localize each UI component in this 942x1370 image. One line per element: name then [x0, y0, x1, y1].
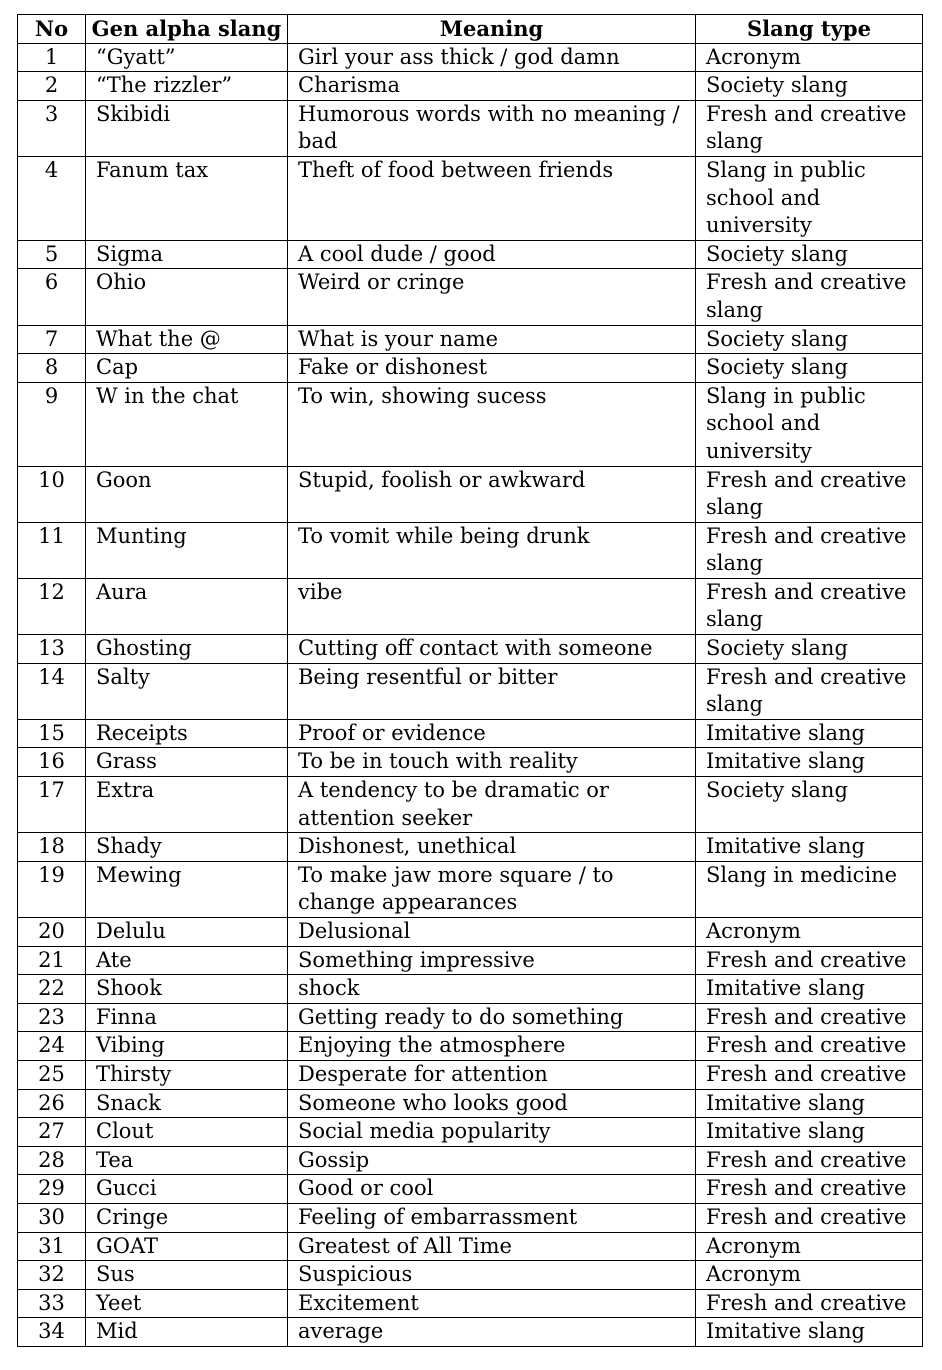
row-number: 22: [18, 975, 86, 1004]
row-number: 21: [18, 946, 86, 975]
slang-type: Acronym: [696, 1261, 923, 1290]
row-number: 7: [18, 325, 86, 354]
slang-term: Sigma: [86, 240, 288, 269]
table-row: [18, 946, 923, 975]
row-number: 15: [18, 719, 86, 748]
row-number: 23: [18, 1003, 86, 1032]
row-number: 13: [18, 635, 86, 664]
table-row: [18, 833, 923, 862]
row-number: 24: [18, 1032, 86, 1061]
slang-term: Skibidi: [86, 100, 288, 156]
slang-meaning: shock: [288, 975, 696, 1004]
slang-term: Mid: [86, 1318, 288, 1347]
table-row: [18, 748, 923, 777]
row-number: 30: [18, 1203, 86, 1232]
slang-meaning: Something impressive: [288, 946, 696, 975]
table-row: [18, 861, 923, 917]
slang-meaning: Getting ready to do something: [288, 1003, 696, 1032]
slang-meaning: Being resentful or bitter: [288, 663, 696, 719]
slang-term: Munting: [86, 522, 288, 578]
slang-meaning: Someone who looks good: [288, 1089, 696, 1118]
slang-type: Fresh and creative: [696, 1003, 923, 1032]
slang-type: Fresh and creative slang: [696, 578, 923, 634]
slang-type: Fresh and creative: [696, 1060, 923, 1089]
slang-meaning: Dishonest, unethical: [288, 833, 696, 862]
slang-type: Imitative slang: [696, 1318, 923, 1347]
slang-term: Shook: [86, 975, 288, 1004]
slang-term: Extra: [86, 777, 288, 833]
slang-meaning: Gossip: [288, 1146, 696, 1175]
table-row: [18, 1318, 923, 1347]
slang-term: Aura: [86, 578, 288, 634]
slang-type: Society slang: [696, 635, 923, 664]
slang-type: Imitative slang: [696, 1089, 923, 1118]
row-number: 6: [18, 269, 86, 325]
row-number: 12: [18, 578, 86, 634]
slang-term: Finna: [86, 1003, 288, 1032]
header-no: No: [18, 15, 86, 44]
slang-type: Imitative slang: [696, 1118, 923, 1147]
table-row: [18, 382, 923, 466]
slang-meaning: Stupid, foolish or awkward: [288, 466, 696, 522]
table-row: [18, 43, 923, 72]
table-row: [18, 975, 923, 1004]
header-slang: Gen alpha slang: [86, 15, 288, 44]
slang-meaning: To win, showing sucess: [288, 382, 696, 466]
table-header-row: [18, 15, 923, 44]
row-number: 33: [18, 1289, 86, 1318]
table-row: [18, 1146, 923, 1175]
slang-meaning: Greatest of All Time: [288, 1232, 696, 1261]
slang-meaning: Girl your ass thick / god damn: [288, 43, 696, 72]
document-page: [17, 0, 922, 1347]
header-meaning: Meaning: [288, 15, 696, 44]
slang-type: Society slang: [696, 72, 923, 101]
row-number: 31: [18, 1232, 86, 1261]
row-number: 20: [18, 918, 86, 947]
slang-type: Society slang: [696, 777, 923, 833]
slang-type: Fresh and creative: [696, 1289, 923, 1318]
table-row: [18, 1032, 923, 1061]
table-row: [18, 578, 923, 634]
slang-type: Slang in public school and university: [696, 156, 923, 240]
table-row: [18, 1003, 923, 1032]
table-row: [18, 1060, 923, 1089]
slang-type: Fresh and creative slang: [696, 663, 923, 719]
row-number: 18: [18, 833, 86, 862]
slang-meaning: A tendency to be dramatic or attention seeker: [288, 777, 696, 833]
row-number: 29: [18, 1175, 86, 1204]
table-row: [18, 1261, 923, 1290]
table-row: [18, 1175, 923, 1204]
table-row: [18, 240, 923, 269]
table-row: [18, 522, 923, 578]
slang-term: Gucci: [86, 1175, 288, 1204]
table-row: [18, 663, 923, 719]
slang-meaning: Fake or dishonest: [288, 354, 696, 383]
slang-term: “The rizzler”: [86, 72, 288, 101]
slang-term: Grass: [86, 748, 288, 777]
slang-meaning: average: [288, 1318, 696, 1347]
slang-meaning: Theft of food between friends: [288, 156, 696, 240]
slang-term: GOAT: [86, 1232, 288, 1261]
slang-type: Fresh and creative: [696, 1146, 923, 1175]
row-number: 32: [18, 1261, 86, 1290]
slang-meaning: vibe: [288, 578, 696, 634]
slang-meaning: Feeling of embarrassment: [288, 1203, 696, 1232]
slang-type: Fresh and creative: [696, 946, 923, 975]
slang-term: Sus: [86, 1261, 288, 1290]
header-slang-type: Slang type: [696, 15, 923, 44]
slang-type: Society slang: [696, 325, 923, 354]
row-number: 19: [18, 861, 86, 917]
row-number: 16: [18, 748, 86, 777]
slang-term: Thirsty: [86, 1060, 288, 1089]
slang-term: Ate: [86, 946, 288, 975]
slang-type: Fresh and creative: [696, 1175, 923, 1204]
table-row: [18, 1118, 923, 1147]
slang-meaning: Charisma: [288, 72, 696, 101]
slang-term: Yeet: [86, 1289, 288, 1318]
slang-type: Acronym: [696, 43, 923, 72]
row-number: 25: [18, 1060, 86, 1089]
slang-term: Snack: [86, 1089, 288, 1118]
table-row: [18, 777, 923, 833]
slang-term: “Gyatt”: [86, 43, 288, 72]
slang-meaning: Excitement: [288, 1289, 696, 1318]
slang-meaning: To vomit while being drunk: [288, 522, 696, 578]
slang-meaning: To make jaw more square / to change appearances: [288, 861, 696, 917]
table-body: [18, 43, 923, 1346]
row-number: 3: [18, 100, 86, 156]
table-row: [18, 635, 923, 664]
table-row: [18, 354, 923, 383]
row-number: 17: [18, 777, 86, 833]
table-row: [18, 466, 923, 522]
slang-term: Shady: [86, 833, 288, 862]
slang-meaning: Social media popularity: [288, 1118, 696, 1147]
slang-meaning: Delusional: [288, 918, 696, 947]
row-number: 28: [18, 1146, 86, 1175]
slang-meaning: Suspicious: [288, 1261, 696, 1290]
slang-type: Imitative slang: [696, 748, 923, 777]
row-number: 5: [18, 240, 86, 269]
table-row: [18, 269, 923, 325]
slang-type: Imitative slang: [696, 975, 923, 1004]
row-number: 2: [18, 72, 86, 101]
top-margin: [17, 0, 922, 14]
slang-type: Society slang: [696, 240, 923, 269]
slang-type: Fresh and creative: [696, 1032, 923, 1061]
slang-meaning: Cutting off contact with someone: [288, 635, 696, 664]
slang-meaning: A cool dude / good: [288, 240, 696, 269]
slang-term: Salty: [86, 663, 288, 719]
table-row: [18, 72, 923, 101]
row-number: 27: [18, 1118, 86, 1147]
table-row: [18, 156, 923, 240]
slang-type: Society slang: [696, 354, 923, 383]
row-number: 8: [18, 354, 86, 383]
slang-meaning: Humorous words with no meaning / bad: [288, 100, 696, 156]
row-number: 34: [18, 1318, 86, 1347]
row-number: 10: [18, 466, 86, 522]
slang-table: [17, 14, 923, 1347]
slang-term: Delulu: [86, 918, 288, 947]
slang-type: Slang in public school and university: [696, 382, 923, 466]
slang-meaning: Good or cool: [288, 1175, 696, 1204]
slang-meaning: Desperate for attention: [288, 1060, 696, 1089]
slang-term: W in the chat: [86, 382, 288, 466]
slang-type: Acronym: [696, 918, 923, 947]
table-row: [18, 325, 923, 354]
slang-meaning: Proof or evidence: [288, 719, 696, 748]
slang-term: Receipts: [86, 719, 288, 748]
slang-term: Goon: [86, 466, 288, 522]
slang-type: Fresh and creative slang: [696, 466, 923, 522]
table-row: [18, 719, 923, 748]
slang-term: Tea: [86, 1146, 288, 1175]
slang-term: Cap: [86, 354, 288, 383]
slang-type: Slang in medicine: [696, 861, 923, 917]
slang-term: Fanum tax: [86, 156, 288, 240]
row-number: 9: [18, 382, 86, 466]
slang-term: Ohio: [86, 269, 288, 325]
slang-meaning: Weird or cringe: [288, 269, 696, 325]
slang-meaning: What is your name: [288, 325, 696, 354]
slang-type: Fresh and creative slang: [696, 522, 923, 578]
slang-term: What the @: [86, 325, 288, 354]
slang-type: Acronym: [696, 1232, 923, 1261]
slang-term: Ghosting: [86, 635, 288, 664]
slang-term: Vibing: [86, 1032, 288, 1061]
slang-type: Imitative slang: [696, 833, 923, 862]
table-row: [18, 918, 923, 947]
row-number: 4: [18, 156, 86, 240]
row-number: 14: [18, 663, 86, 719]
slang-meaning: Enjoying the atmosphere: [288, 1032, 696, 1061]
slang-meaning: To be in touch with reality: [288, 748, 696, 777]
table-row: [18, 1089, 923, 1118]
row-number: 11: [18, 522, 86, 578]
table-row: [18, 1289, 923, 1318]
row-number: 26: [18, 1089, 86, 1118]
table-row: [18, 100, 923, 156]
slang-type: Fresh and creative slang: [696, 269, 923, 325]
slang-type: Fresh and creative slang: [696, 100, 923, 156]
row-number: 1: [18, 43, 86, 72]
table-row: [18, 1232, 923, 1261]
slang-type: Imitative slang: [696, 719, 923, 748]
slang-term: Mewing: [86, 861, 288, 917]
slang-term: Cringe: [86, 1203, 288, 1232]
table-row: [18, 1203, 923, 1232]
slang-term: Clout: [86, 1118, 288, 1147]
slang-type: Fresh and creative: [696, 1203, 923, 1232]
